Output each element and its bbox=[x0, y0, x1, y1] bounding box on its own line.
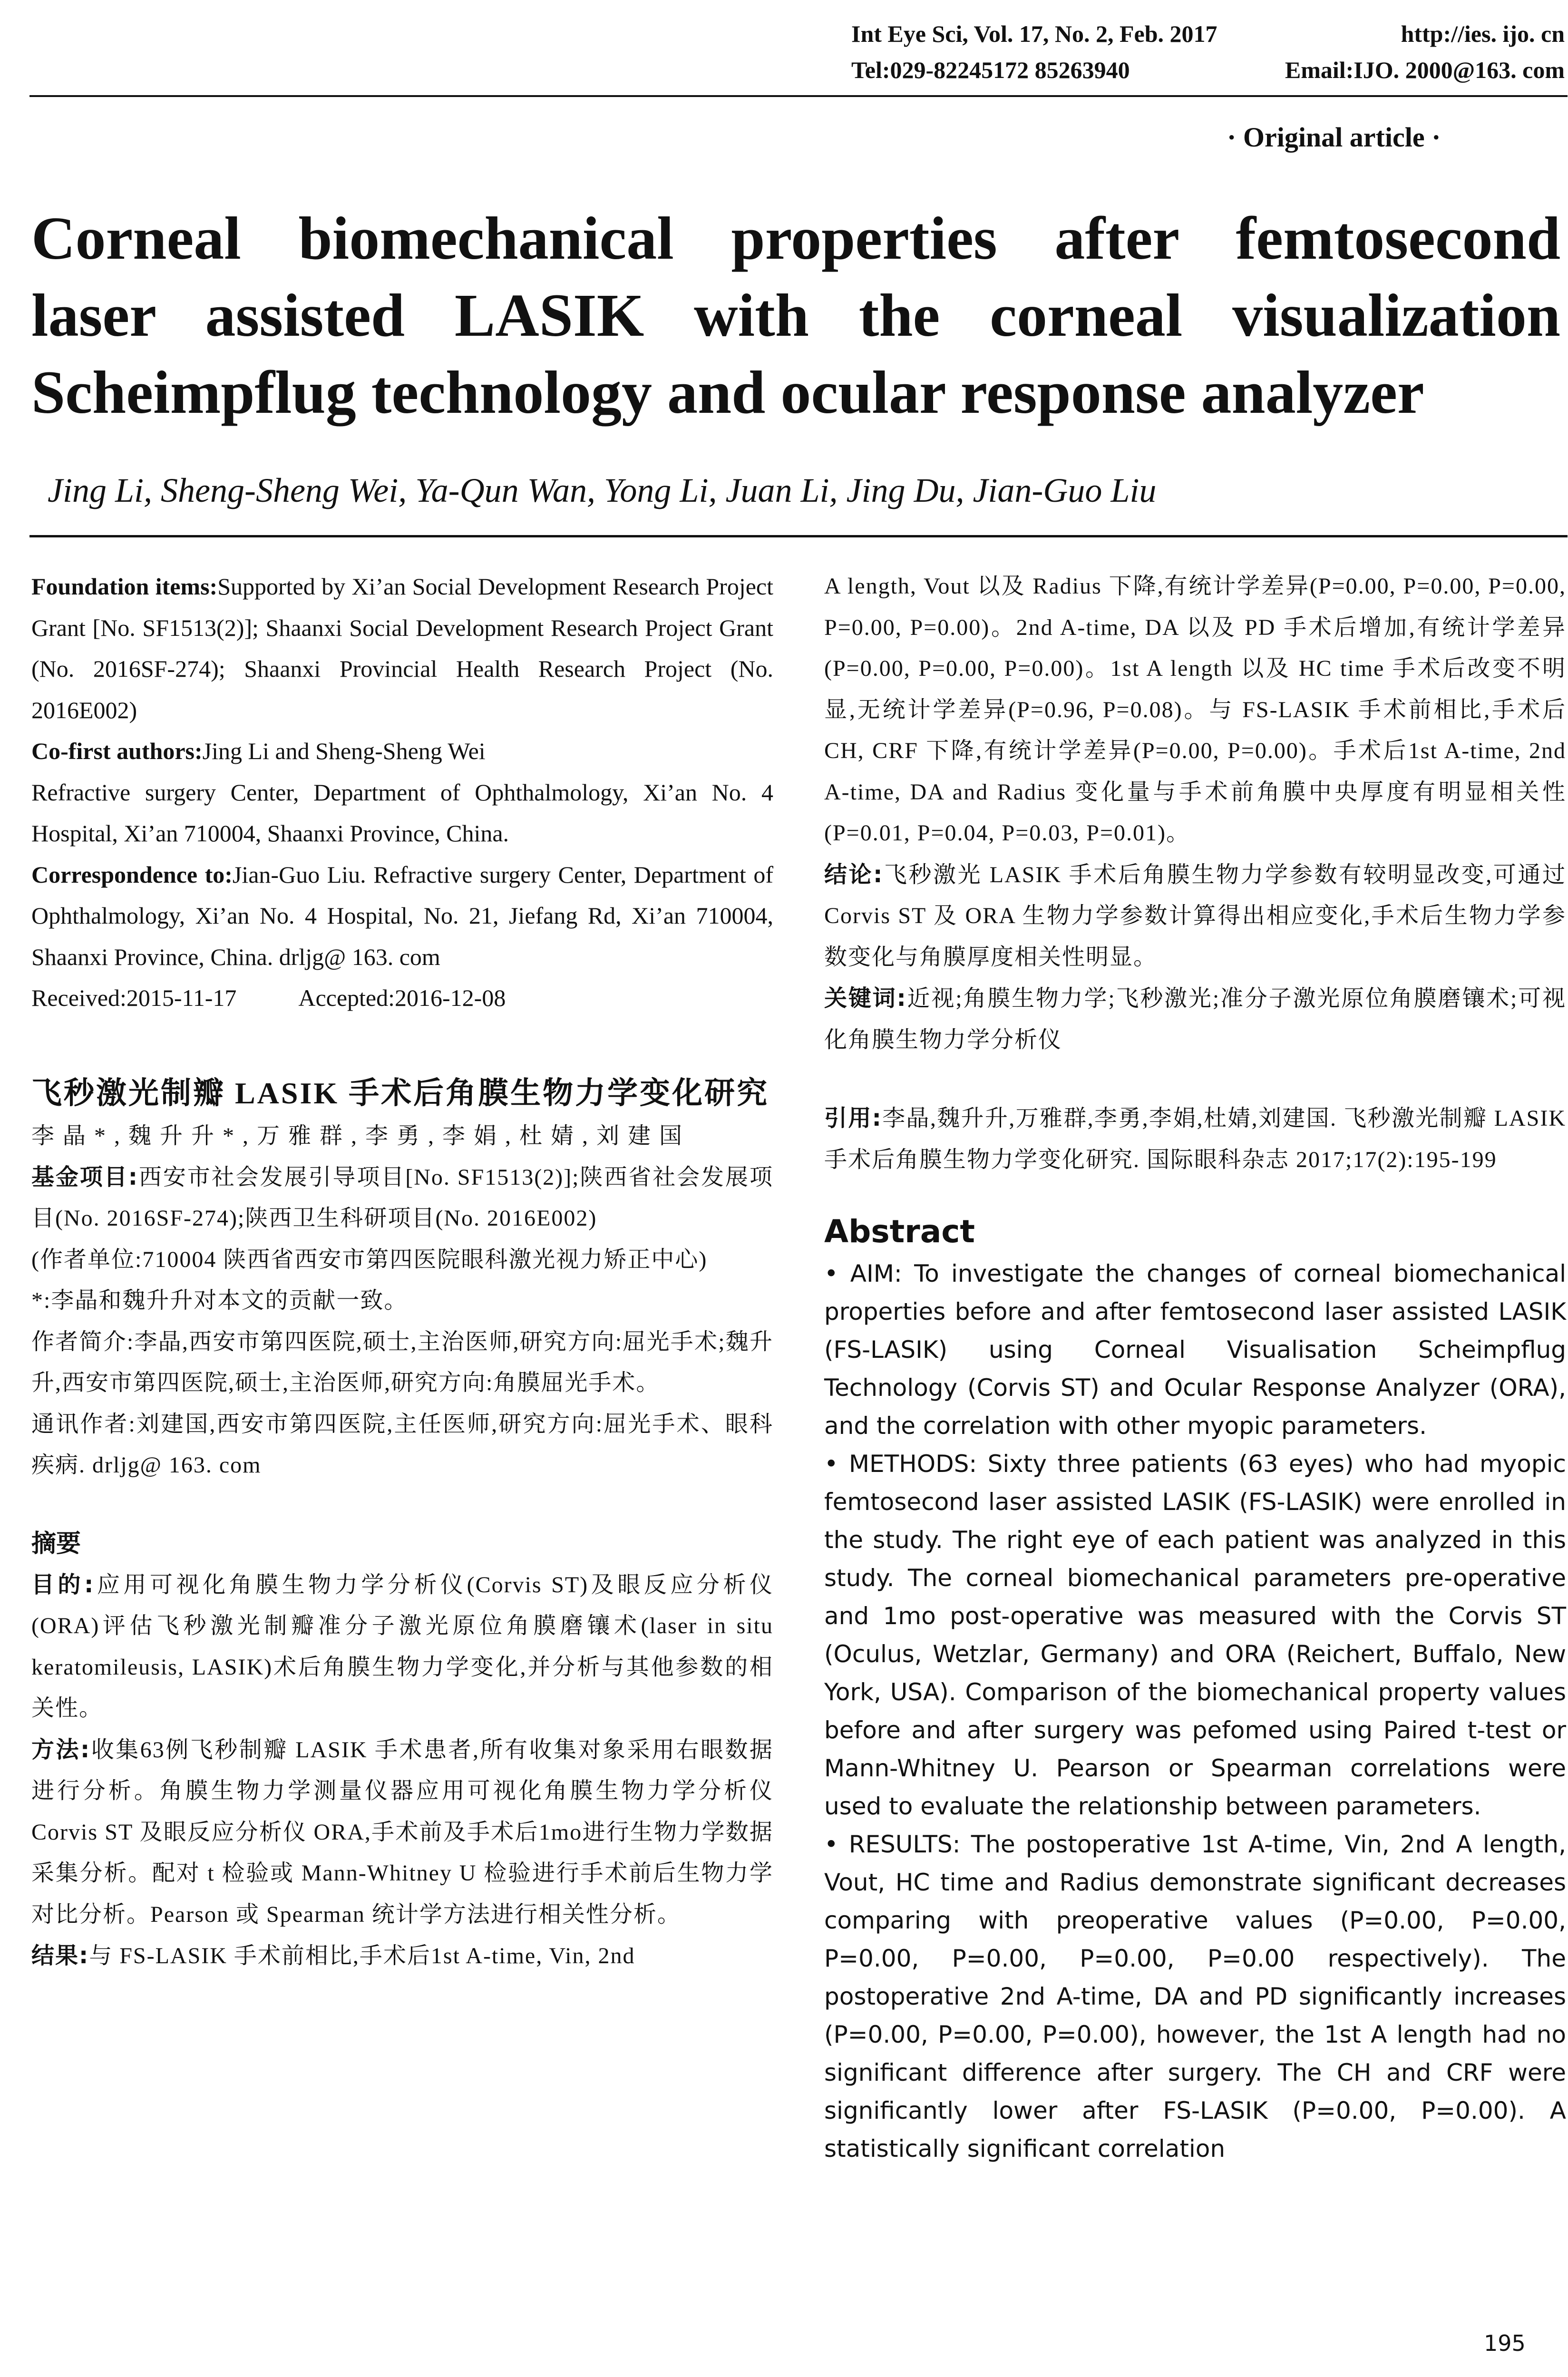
author-unit-cn: (作者单位:710004 陕西省西安市第四医院眼科激光视力矫正中心) bbox=[31, 1247, 708, 1272]
aim-label-cn: 目的: bbox=[31, 1571, 95, 1598]
paper-title bbox=[31, 200, 1560, 431]
journal-telephone: Tel:029-82245172 85263940 bbox=[851, 57, 1130, 83]
abstract-results-text: The postoperative 1st A-time, Vin, 2nd A length, Vout, HC time and Radius demonstrate significant decreases comparing with preoperative values (P=0.00, P=0.00, P=0.00, P=0.00, P=0.00, P=0.00 respectively). The postoperative 2nd A-time, DA and PD significantly increases (P=0.00, P=0.00, P=0.00), however, the 1st A length had no significant difference after surgery. The CH and CRF were significantly lower after FS-LASIK (P=0.00, P=0.00). A statistically significant correlation bbox=[824, 1831, 1566, 2163]
dates bbox=[31, 977, 773, 1019]
chinese-authors: 李晶*,魏升升*,万雅群,李勇,李娟,杜婧,刘建国 bbox=[31, 1123, 691, 1149]
title-line-2: laser assisted LASIK with the corneal visualization bbox=[31, 282, 1560, 349]
abstract-aim-label: • AIM: bbox=[824, 1260, 902, 1287]
abstract-methods-label: • METHODS: bbox=[824, 1450, 977, 1478]
abstract-aim bbox=[824, 1255, 1566, 1445]
aim-text-cn: 应用可视化角膜生物力学分析仪(Corvis ST)及眼反应分析仪(ORA)评估飞秒激光制瓣准分子激光原位角膜磨镶术(laser in situ keratomileusis, LASIK)术后角膜生物力学变化,并分析与其他参数的相关性。 bbox=[31, 1572, 773, 1721]
conclusion-label-cn: 结论: bbox=[824, 861, 884, 888]
accepted-date: Accepted:2016-12-08 bbox=[298, 984, 506, 1011]
title-line-3: Scheimpflug technology and ocular response analyzer bbox=[31, 359, 1424, 426]
summary-method-cn bbox=[31, 1729, 773, 1936]
citation-text-cn: 李晶,魏升升,万雅群,李勇,李娟,杜婧,刘建国. 飞秒激光制瓣 LASIK 手术后角膜生物力学变化研究. 国际眼科杂志 2017;17(2):195-199 bbox=[824, 1106, 1566, 1172]
correspondence-label: Correspondence to: bbox=[31, 861, 233, 888]
method-text-cn: 收集63例飞秒制瓣 LASIK 手术患者,所有收集对象采用右眼数据进行分析。角膜生物力学测量仪器应用可视化角膜生物力学分析仪 Corvis ST 及眼反应分析仪 ORA,手术前及手术后1mo进行生物力学数据采集分析。配对 t 检验或 Mann-Whitney U 检验进行手术前后生物力学对比分析。Pearson 或 Spearman 统计学方法进行相关性分析。 bbox=[31, 1737, 773, 1927]
keywords-cn bbox=[824, 978, 1566, 1061]
fund-label-cn: 基金项目: bbox=[31, 1163, 138, 1190]
abstract-aim-text: To investigate the changes of corneal biomechanical properties before and after femtosecond laser assisted LASIK (FS-LASIK) using Corneal Visualisation Scheimpflug Technology (Corvis ST) and Ocular Response Analyzer (ORA), and the correlation with other myopic parameters. bbox=[824, 1260, 1566, 1440]
foundation-label: Foundation items: bbox=[31, 573, 218, 600]
method-label-cn: 方法: bbox=[31, 1736, 91, 1763]
cofirst-text: Jing Li and Sheng-Sheng Wei bbox=[202, 738, 486, 764]
summary-conclusion-cn bbox=[824, 854, 1566, 978]
correspondence bbox=[31, 854, 773, 978]
running-header-line2 bbox=[851, 56, 1565, 84]
received-date: Received:2015-11-17 bbox=[31, 984, 237, 1011]
chinese-title: 飞秒激光制瓣 LASIK 手术后角膜生物力学变化研究 bbox=[31, 1076, 769, 1110]
abstract-results-label: • RESULTS: bbox=[824, 1831, 961, 1858]
fund-items-cn bbox=[31, 1157, 773, 1239]
left-column bbox=[31, 566, 773, 1977]
title-line-1: Corneal biomechanical properties after femtosecond bbox=[31, 205, 1560, 272]
cofirst-authors bbox=[31, 731, 773, 772]
header-divider bbox=[29, 95, 1568, 97]
authors-divider bbox=[29, 535, 1568, 537]
abstract-methods-text: Sixty three patients (63 eyes) who had myopic femtosecond laser assisted LASIK (FS-LASIK) were enrolled in the study. The right eye of each patient was analyzed in this study. The corneal biomechanical parameters pre-operative and 1mo post-operative was measured with the Corvis ST (Oculus, Wetzlar, Germany) and ORA (Reichert, Buffalo, New York, USA). Comparison of the biomechanical property values before and after surgery was pefomed using Paired t-test or Mann-Whitney U. Pearson or Spearman correlations were used to evaluate the relationship between parameters. bbox=[824, 1450, 1566, 1820]
cofirst-label: Co-first authors: bbox=[31, 738, 203, 764]
correspondence-text: Jian-Guo Liu. Refractive surgery Center, Department of Ophthalmology, Xi’an No. 4 Hospital, No. 21, Jiefang Rd, Xi’an 710004, Shaanxi Province, China. drljg@ 163. com bbox=[31, 861, 773, 970]
summary-aim-cn bbox=[31, 1564, 773, 1729]
result-label-cn: 结果: bbox=[31, 1942, 89, 1969]
right-column bbox=[824, 566, 1566, 2168]
citation-cn bbox=[824, 1098, 1566, 1180]
running-header-line1 bbox=[851, 20, 1565, 48]
citation-label-cn: 引用: bbox=[824, 1105, 882, 1131]
corresponding-author-cn: 通讯作者:刘建国,西安市第四医院,主任医师,研究方向:屈光手术、眼科疾病. drljg@ 163. com bbox=[31, 1411, 773, 1478]
summary-result-cn bbox=[31, 1935, 773, 1977]
foundation-text: Supported by Xi’an Social Development Research Project Grant [No. SF1513(2)]; Shaanxi Social Development Research Project Grant (No. 2016SF-274); Shaanxi Provincial Health Research Project (No. 2016E002) bbox=[31, 573, 773, 723]
author-bio-cn: 作者简介:李晶,西安市第四医院,硕士,主治医师,研究方向:屈光手术;魏升升,西安市第四医院,硕士,主治医师,研究方向:角膜屈光手术。 bbox=[31, 1329, 773, 1395]
journal-website-link[interactable]: http://ies. ijo. cn bbox=[1401, 20, 1565, 47]
journal-citation: Int Eye Sci, Vol. 17, No. 2, Feb. 2017 bbox=[851, 20, 1217, 47]
result-text-cn: 与 FS-LASIK 手术前相比,手术后1st A-time, Vin, 2nd bbox=[89, 1943, 635, 1968]
keywords-text-cn: 近视;角膜生物力学;飞秒激光;准分子激光原位角膜磨镶术;可视化角膜生物力学分析仪 bbox=[824, 986, 1566, 1052]
abstract-results bbox=[824, 1825, 1566, 2168]
abstract-heading: Abstract bbox=[824, 1213, 975, 1250]
author-list: Jing Li, Sheng-Sheng Wei, Ya-Qun Wan, Yong Li, Juan Li, Jing Du, Jian-Guo Liu bbox=[48, 471, 1157, 509]
conclusion-text-cn: 飞秒激光 LASIK 手术后角膜生物力学参数有较明显改变,可通过 Corvis ST 及 ORA 生物力学参数计算得出相应变化,手术后生物力学参数变化与角膜厚度相关性明显。 bbox=[824, 862, 1566, 970]
article-type-label: · Original article · bbox=[1227, 122, 1441, 153]
journal-email-link[interactable]: Email:IJO. 2000@163. com bbox=[1285, 57, 1565, 83]
equal-contribution-note: *:李晶和魏升升对本文的贡献一致。 bbox=[31, 1288, 408, 1313]
abstract-methods bbox=[824, 1445, 1566, 1825]
affiliation: Refractive surgery Center, Department of Ophthalmology, Xi’an No. 4 Hospital, Xi’an 710004, Shaanxi Province, China. bbox=[31, 779, 773, 847]
summary-heading-cn: 摘要 bbox=[31, 1529, 81, 1558]
keywords-label-cn: 关键词: bbox=[824, 985, 907, 1012]
summary-result-cn-continued: A length, Vout 以及 Radius 下降,有统计学差异(P=0.00, P=0.00, P=0.00, P=0.00, P=0.00)。2nd A-time, DA 以及 PD 手术后增加,有统计学差异(P=0.00, P=0.00, P=0.00)。1st A length 以及 HC time 手术后改变不明显,无统计学差异(P=0.96, P=0.08)。与 FS-LASIK 手术前相比,手术后 CH, CRF 下降,有统计学差异(P=0.00, P=0.00)。手术后1st A-time, 2nd A-time, DA and Radius 变化量与手术前角膜中央厚度有明显相关性(P=0.01, P=0.04, P=0.03, P=0.01)。 bbox=[824, 574, 1566, 846]
page-number: 195 bbox=[1484, 2330, 1526, 2356]
foundation-items bbox=[31, 566, 773, 731]
fund-text-cn: 西安市社会发展引导项目[No. SF1513(2)];陕西省社会发展项目(No. 2016SF-274);陕西卫生科研项目(No. 2016E002) bbox=[31, 1164, 773, 1231]
